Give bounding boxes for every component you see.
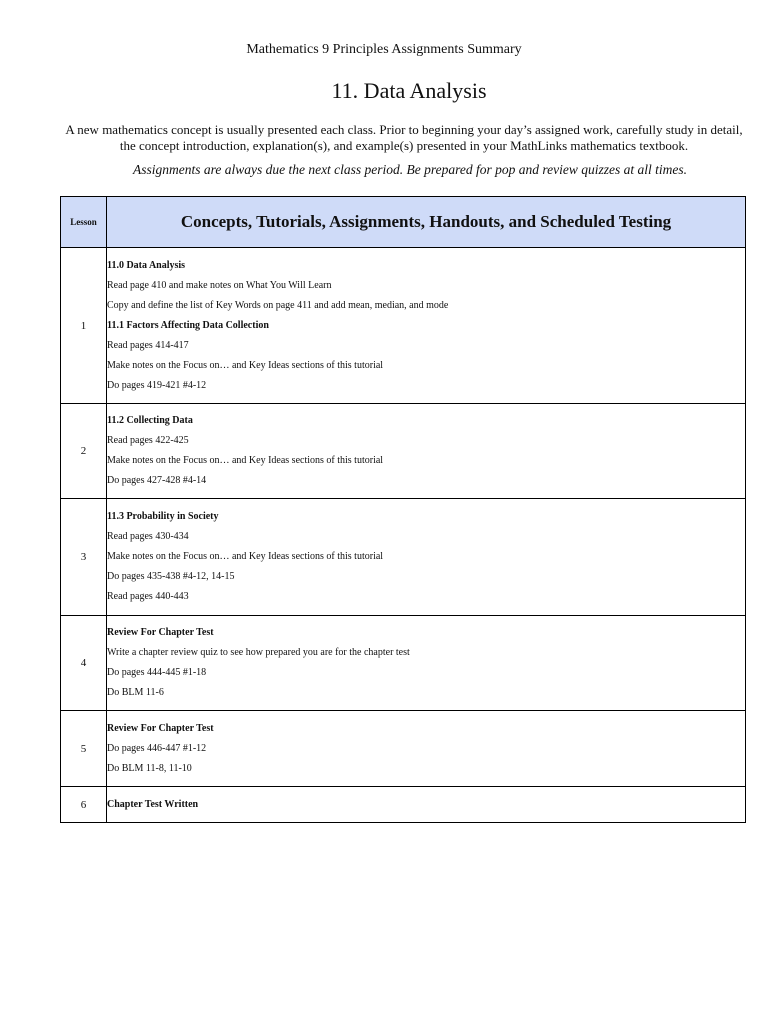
section-heading: 11.1 Factors Affecting Data Collection <box>107 319 269 331</box>
section-heading: 11.0 Data Analysis <box>107 259 186 271</box>
lesson-number: 4 <box>61 616 107 711</box>
task-line: Make notes on the Focus on… and Key Ideas sections of this tutorial <box>107 455 384 466</box>
lesson-content <box>107 499 746 616</box>
task-line: Read pages 422-425 <box>107 435 189 446</box>
task-line: Read page 410 and make notes on What You Will Learn <box>107 279 332 291</box>
concepts-column-header: Concepts, Tutorials, Assignments, Handouts, and Scheduled Testing <box>107 197 746 248</box>
lesson-content <box>107 616 746 711</box>
task-line: Make notes on the Focus on… and Key Ideas sections of this tutorial <box>107 551 384 562</box>
task-line: Do pages 435-438 #4-12, 14-15 <box>107 571 235 582</box>
lesson-number: 6 <box>61 787 107 823</box>
table-row <box>61 404 746 499</box>
lesson-number: 2 <box>61 404 107 499</box>
chapter-title: 11. Data Analysis <box>331 78 487 103</box>
assignments-table <box>60 196 746 823</box>
table-body <box>61 248 746 823</box>
lesson-number: 3 <box>61 499 107 616</box>
task-line: Write a chapter review quiz to see how prepared you are for the chapter test <box>107 647 410 658</box>
lesson-content <box>107 248 746 404</box>
task-line: Do pages 419-421 #4-12 <box>107 379 207 391</box>
task-line: Read pages 414-417 <box>107 339 189 351</box>
task-line: Make notes on the Focus on… and Key Ideas sections of this tutorial <box>107 359 384 371</box>
task-line: Read pages 440-443 <box>107 591 189 602</box>
section-heading: Chapter Test Written <box>107 798 199 810</box>
task-line: Do pages 444-445 #1-18 <box>107 667 207 678</box>
section-heading: Review For Chapter Test <box>107 627 214 638</box>
table-header-row <box>61 197 746 248</box>
section-heading: 11.3 Probability in Society <box>107 511 219 522</box>
section-heading: Review For Chapter Test <box>107 722 214 734</box>
task-line: Do pages 446-447 #1-12 <box>107 742 207 754</box>
lesson-column-header: Lesson <box>61 197 107 248</box>
intro-paragraph: A new mathematics concept is usually presented each class. Prior to beginning your day’s assigned work, carefully study in detail, the concept introduction, explanation(s), and example(s) presented in your MathLinks mathematics textbook. <box>65 122 743 153</box>
lesson-number: 1 <box>61 248 107 404</box>
table-row <box>61 787 746 823</box>
table-row <box>61 248 746 404</box>
document-header: Mathematics 9 Principles Assignments Summary <box>246 42 522 57</box>
task-line: Do BLM 11-6 <box>107 687 164 698</box>
table-row <box>61 499 746 616</box>
task-line: Copy and define the list of Key Words on page 411 and add mean, median, and mode <box>107 299 449 311</box>
lesson-content <box>107 787 746 823</box>
section-heading: 11.2 Collecting Data <box>107 415 193 426</box>
due-date-reminder: Assignments are always due the next class period. Be prepared for pop and review quizzes at all times. <box>132 162 688 177</box>
task-line: Do BLM 11-8, 11-10 <box>107 762 192 774</box>
table-row <box>61 711 746 787</box>
lesson-number: 5 <box>61 711 107 787</box>
task-line: Read pages 430-434 <box>107 531 189 542</box>
lesson-content <box>107 711 746 787</box>
task-line: Do pages 427-428 #4-14 <box>107 475 207 486</box>
lesson-content <box>107 404 746 499</box>
table-row <box>61 616 746 711</box>
